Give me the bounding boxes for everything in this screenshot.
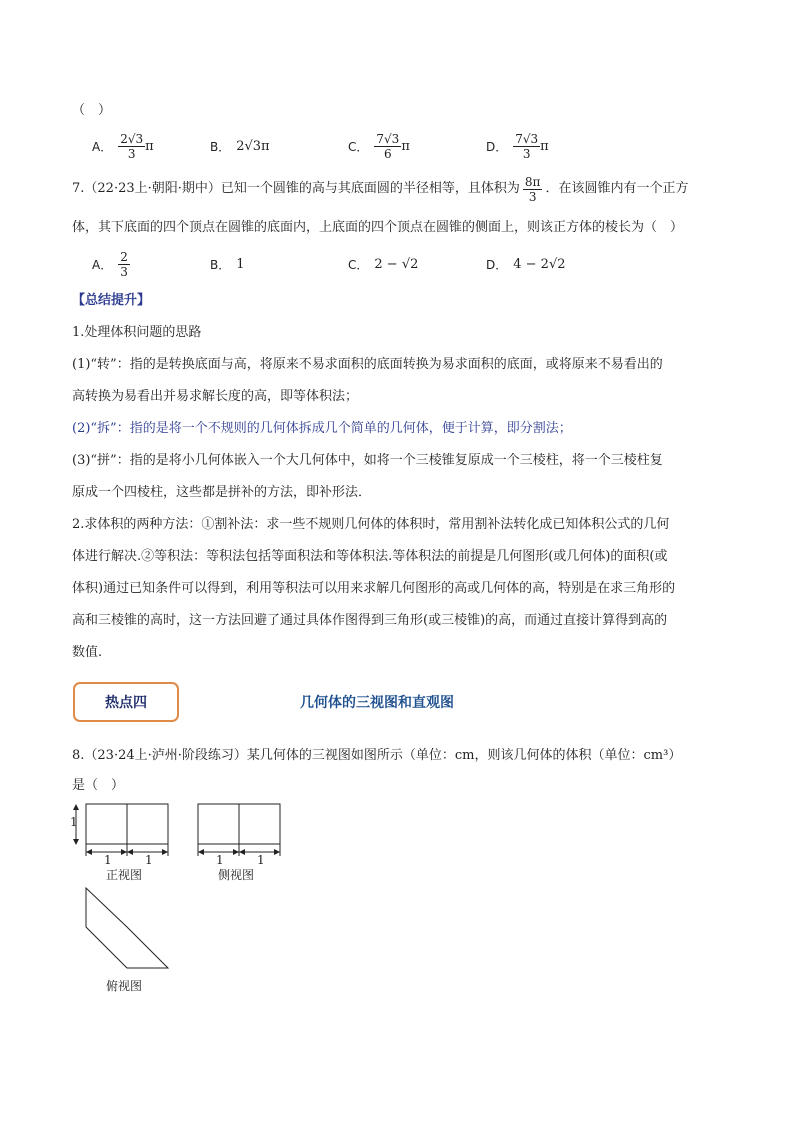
arrow-up-icon bbox=[73, 804, 79, 810]
fraction bbox=[374, 132, 401, 161]
section-badge: 热点四 bbox=[73, 682, 179, 722]
q7-stem-text-end: ．在该圆锥内有一个正方 bbox=[545, 181, 689, 196]
top-view-shape bbox=[86, 888, 168, 968]
arrow-down-icon bbox=[73, 839, 79, 845]
section-title: 几何体的三视图和直观图 bbox=[300, 695, 454, 711]
summary-p2-line2: 体进行解决.②等积法：等积法包括等面积法和等体积法.等体积法的前提是几何图形(或几何体)的面积(或 bbox=[72, 549, 668, 564]
summary-p1-a-line1: (1)“转”：指的是转换底面与高，将原来不易求面积的底面转换为易求面积的底面，或将原来不易看出的 bbox=[72, 357, 663, 372]
option-label: B． bbox=[210, 139, 231, 154]
q6-option-c[interactable] bbox=[348, 128, 410, 164]
option-label: C． bbox=[348, 139, 369, 154]
fraction-denominator: 3 bbox=[522, 146, 531, 161]
q7-stem-line1 bbox=[72, 174, 724, 204]
q6-option-d[interactable] bbox=[486, 128, 549, 164]
q7-stem-text: 已知一个圆锥的高与其底面圆的半径相等，且体积为 bbox=[220, 181, 520, 196]
arrow-left-icon bbox=[239, 849, 245, 855]
summary-p1-a-line2: 高转换为易看出并易求解长度的高，即等体积法； bbox=[72, 389, 359, 404]
arrow-right-icon bbox=[274, 849, 280, 855]
q7-options bbox=[92, 246, 732, 282]
option-label: A． bbox=[92, 139, 113, 154]
option-value: 4 − 2√2 bbox=[513, 256, 566, 272]
option-label: A． bbox=[92, 257, 113, 272]
option-label: B． bbox=[210, 257, 231, 272]
q6-option-b[interactable] bbox=[210, 128, 270, 164]
pi-symbol: π bbox=[540, 138, 549, 154]
option-label: D． bbox=[486, 257, 508, 272]
side-width-label-2: 1 bbox=[257, 853, 265, 867]
side-width-label-1: 1 bbox=[216, 853, 224, 867]
arrow-right-icon bbox=[121, 849, 127, 855]
q8-stem-line2: 是（ ） bbox=[72, 778, 125, 793]
top-view-label: 俯视图 bbox=[106, 979, 143, 993]
option-value: 2 − √2 bbox=[374, 256, 419, 272]
front-height-label: 1 bbox=[70, 815, 78, 829]
q8-stem-line1 bbox=[72, 747, 724, 765]
front-width-label-2: 1 bbox=[145, 853, 153, 867]
q6-option-a[interactable] bbox=[92, 128, 154, 164]
fraction-denominator: 3 bbox=[528, 189, 537, 204]
fraction-denominator: 6 bbox=[384, 146, 392, 161]
side-view-figure bbox=[190, 800, 310, 870]
q8-number: 8. bbox=[72, 748, 85, 763]
front-width-label-1: 1 bbox=[104, 853, 112, 867]
q7-number: 7. bbox=[72, 181, 85, 196]
arrow-right-icon bbox=[233, 849, 239, 855]
summary-heading: 【总结提升】 bbox=[72, 293, 151, 308]
option-label: C． bbox=[348, 257, 369, 272]
q7-option-d[interactable] bbox=[486, 246, 566, 282]
q7-option-b[interactable] bbox=[210, 246, 245, 282]
side-view-label: 侧视图 bbox=[218, 868, 255, 882]
pi-symbol: π bbox=[145, 138, 154, 154]
arrow-left-icon bbox=[198, 849, 204, 855]
fraction-numerator: 8π bbox=[524, 174, 541, 189]
top-view-figure bbox=[80, 884, 200, 974]
fraction-denominator: 3 bbox=[120, 264, 128, 279]
front-view-label: 正视图 bbox=[106, 868, 143, 882]
summary-p1-c-line1: (3)“拼”：指的是将小几何体嵌入一个大几何体中，如将一个三棱锥复原成一个三棱柱，将一个三棱柱复 bbox=[72, 453, 663, 468]
q6-options bbox=[92, 128, 732, 164]
q7-stem-line2: 体，其下底面的四个顶点在圆锥的底面内，上底面的四个顶点在圆锥的侧面上，则该正方体的棱长为（ ） bbox=[72, 220, 684, 235]
summary-p1-title: 1.处理体积问题的思路 bbox=[72, 325, 202, 340]
summary-p1-c-line2: 原成一个四棱柱，这些都是拼补的方法，即补形法． bbox=[72, 485, 372, 500]
option-label: D． bbox=[486, 139, 508, 154]
q7-option-a[interactable] bbox=[92, 246, 130, 282]
fraction-denominator: 3 bbox=[127, 146, 136, 161]
option-value: 2√3π bbox=[236, 138, 270, 154]
pi-symbol: π bbox=[401, 138, 410, 154]
summary-p1-b: (2)“拆”：指的是将一个不规则的几何体拆成几个简单的几何体，便于计算，即分割法； bbox=[72, 421, 572, 436]
q7-option-c[interactable] bbox=[348, 246, 418, 282]
volume-fraction bbox=[523, 175, 543, 204]
q6-paren: （ ） bbox=[72, 103, 112, 118]
fraction-numerator: 7√3 bbox=[515, 131, 539, 146]
summary-p2-line5: 数值. bbox=[72, 645, 103, 660]
fraction bbox=[118, 132, 145, 161]
q7-source: （22·23上·朝阳·期中） bbox=[84, 181, 221, 196]
fraction-numerator: 2√3 bbox=[120, 131, 144, 146]
summary-p2-line1: 2.求体积的两种方法：①割补法：求一些不规则几何体的体积时，常用割补法转化成已知体积公式的几何 bbox=[72, 517, 670, 532]
option-value: 1 bbox=[236, 256, 245, 272]
arrow-right-icon bbox=[162, 849, 168, 855]
fraction-numerator: 2 bbox=[120, 249, 128, 264]
summary-p2-line3: 体积)通过已知条件可以得到，利用等积法可以用来求解几何图形的高或几何体的高，特别是在求三角形的 bbox=[72, 581, 676, 596]
summary-p2-line4: 高和三棱锥的高时，这一方法回避了通过具体作图得到三角形(或三棱锥)的高，而通过直接计算得到高的 bbox=[72, 613, 668, 628]
arrow-left-icon bbox=[127, 849, 133, 855]
fraction bbox=[513, 132, 540, 161]
fraction bbox=[118, 250, 130, 279]
q8-source: （23·24上·泸州·阶段练习） bbox=[84, 748, 247, 763]
fraction-numerator: 7√3 bbox=[376, 131, 400, 146]
q8-stem-text: 某几何体的三视图如图所示（单位：cm，则该几何体的体积（单位：cm³） bbox=[246, 748, 682, 763]
arrow-left-icon bbox=[86, 849, 92, 855]
